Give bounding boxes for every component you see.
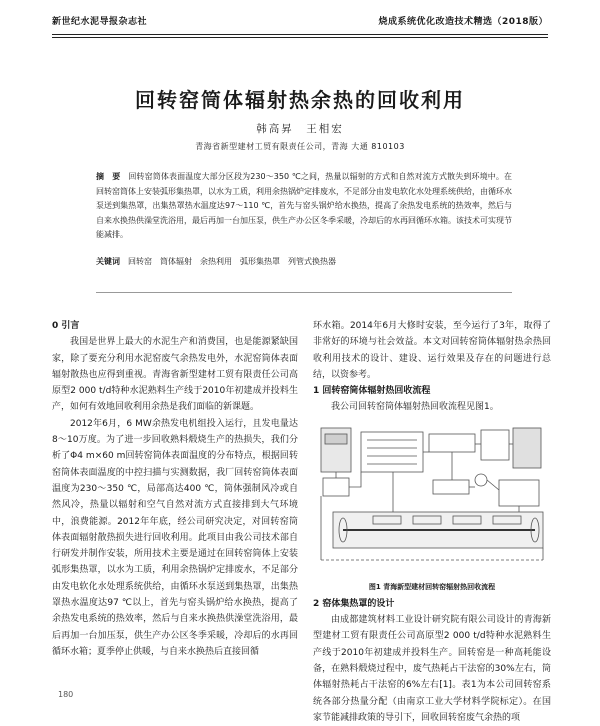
abstract-separator bbox=[96, 292, 512, 293]
keywords-text: 回转窑 筒体辐射 余热利用 弧形集热罩 列管式换热器 bbox=[128, 257, 336, 266]
abstract bbox=[96, 170, 512, 243]
right-column bbox=[313, 318, 551, 726]
page-number: 180 bbox=[58, 690, 74, 699]
bath-box bbox=[513, 428, 541, 468]
section-1-heading: 1 回转窑筒体辐射热回收流程 bbox=[313, 386, 431, 397]
boiler-box bbox=[361, 432, 423, 472]
heat-exchanger-box bbox=[429, 434, 475, 452]
figure-1-caption: 图1 青海新型建材回转窑辐射热回收流程 bbox=[368, 582, 496, 591]
figure-1-flow-diagram bbox=[313, 420, 551, 578]
pump-symbol bbox=[475, 474, 487, 486]
article-authors: 韩高昇 王相宏 bbox=[256, 123, 344, 135]
section-2-paragraph-1: 由成都建筑材料工业设计研究院有限公司设计的青海新型建材工贸有限责任公司高原型2 000 t/d特种水泥熟料生产线于2010年初建成并投料生产。回转窑是一种高耗能设备，在熟料煅烧过程中，废气热耗占干法窑的30%左右，筒体辐射热耗占干法窑的6%左右[1]。表1为本公司回转窑系统各部分热量分配（由南京工业大学材料学院标定）。在国家节能减排政策的导引下，回收回转窑废气余热的项 bbox=[313, 615, 551, 723]
pump-box bbox=[323, 478, 349, 496]
section-2-heading: 2 窑体集热罩的设计 bbox=[313, 598, 395, 609]
collection-title: 烧成系统优化改造技术精选（2018版） bbox=[378, 17, 548, 27]
author-affiliation: 青海省新型建材工贸有限责任公司，青海 大通 810103 bbox=[195, 142, 405, 151]
intro-paragraph-2: 2012年6月，6 MW余热发电机组投入运行，且发电量达8～10万度。为了进一步回收熟料煅烧生产的热损失，我们分析了Φ4 m×60 m回转窑筒体表面温度的分布特点，根据回转窑筒体表面温度的中控扫描与实测数据，我厂回转窑筒体表面温度为230～350 ℃，局部高达400 ℃，筒体强制风冷或自然风冷，热量以辐射和空气自然对流方式直接排到大气环境中，浪费能源。2012年年底，经公司研究决定，对回转窑筒体表面辐射散热损失进行回收利用。此项目由我公司技术部自行研发并制作安装，所用技术主要是通过在回转窑筒体上安装弧形集热罩，以水为工质，利用余热锅炉定排废水，不足部分由发电软化水处理系统供给，由循环水泵送到集热罩，出集热罩热水温度达97 ℃以上，首先与窑头锅炉给水换热，提高了余热发电系统的热效率，然后与自来水换热供澡堂洗浴用，最后再加一台加压泵，供生产办公区冬季采暖，冷却后的水再回循环水箱；夏季停止供暖，与自来水换热后直接回循 bbox=[52, 418, 298, 657]
pressure-pump-box bbox=[433, 480, 469, 494]
keywords-label: 关键词 bbox=[96, 257, 120, 266]
water-tank-box bbox=[481, 430, 509, 460]
intro-continuation: 环水箱。2014年6月大修时安装，至今运行了3年，取得了非常好的环境与社会效益。本文对回转窑筒体辐射热余热回收利用技术的设计、建设、运行效果及存在的问题进行总结，以资参考。 bbox=[313, 321, 551, 380]
article-title: 回转窑筒体辐射热余热的回收利用 bbox=[135, 88, 465, 112]
header-rule-thick bbox=[52, 34, 548, 35]
keywords bbox=[96, 255, 512, 269]
section-0-heading: 0 引言 bbox=[52, 321, 80, 331]
pipe-2 bbox=[349, 472, 361, 487]
intro-paragraph-1: 我国是世界上最大的水泥生产和消费国，也是能源紧缺国家，除了要充分利用水泥窑废气余热发电外，水泥窑筒体表面辐射散热也应得到重视。青海省新型建材工贸有限责任公司高原型2 000 t/d特种水泥熟料生产线于2010年初建成并投料生产，如何有效地回收利用余热是我们面临的新课题。 bbox=[52, 337, 298, 413]
abstract-label: 摘 要 bbox=[96, 172, 121, 181]
heating-box bbox=[499, 480, 539, 506]
header-rule-thin bbox=[52, 37, 548, 38]
page-header bbox=[52, 14, 548, 32]
pipe-8 bbox=[487, 480, 499, 490]
flow-diagram-graphic bbox=[313, 420, 551, 578]
abstract-text: 回转窑筒体表面温度大部分区段为230～350 ℃之间，热量以辐射的方式和自然对流方式散失到环境中。在回转窑筒体上安装弧形集热罩，以水为工质，利用余热锅炉定排废水，不足部分由发电软化水处理系统供给，由循环水泵送到集热罩，出集热罩热水温度达97～110 ℃，首先与窑头锅炉给水换热，提高了余热发电系统的热效率，然后与自来水换热供澡堂洗浴用，最后再加一台加压泵，供生产办公区冬季采暖，冷却后的水再回循环水箱。该技术可实现节能减排。 bbox=[96, 172, 513, 239]
section-1-text: 我公司回转窑筒体辐射热回收流程见图1。 bbox=[331, 402, 499, 413]
tank-label-box bbox=[325, 434, 347, 444]
journal-name: 新世纪水泥导报杂志社 bbox=[52, 17, 148, 27]
left-column bbox=[52, 318, 298, 660]
